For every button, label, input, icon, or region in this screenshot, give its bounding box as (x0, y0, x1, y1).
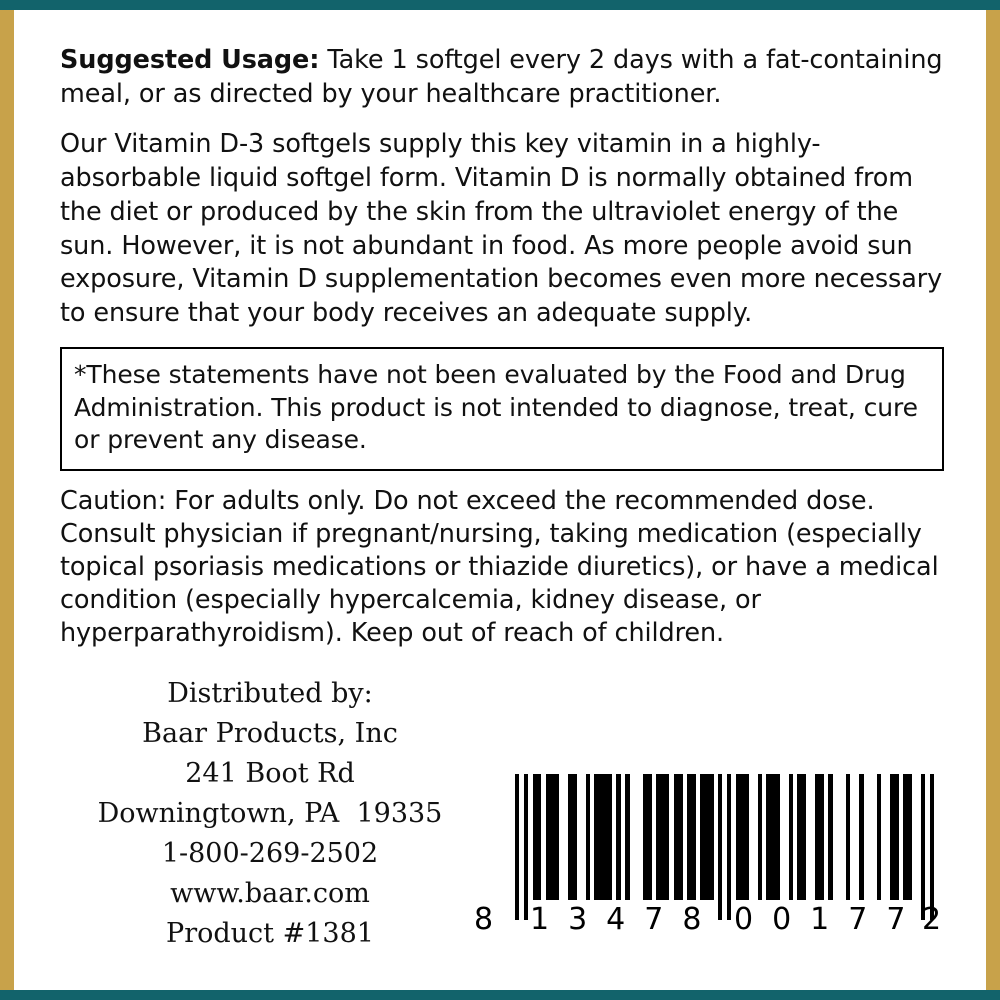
barcode-digits (470, 902, 944, 936)
fda-disclaimer-text: *These statements have not been evaluated by the Food and Drug Administration. This product is not intended to diagnose, treat, cure or prevent any disease. (74, 360, 918, 455)
barcode-bar (568, 774, 577, 900)
distributor-block (60, 674, 480, 954)
distributed-by-label: Distributed by: (167, 678, 373, 709)
teal-bottom-border (0, 990, 1000, 1000)
city-state-zip: Downingtown, PA 19335 (97, 797, 443, 829)
barcode-bar (815, 774, 824, 900)
barcode-bar (643, 774, 652, 900)
barcode-bar (594, 774, 612, 900)
barcode-bars (515, 774, 935, 920)
barcode-bar (546, 774, 559, 900)
barcode-space (850, 774, 859, 920)
barcode-bar (766, 774, 779, 900)
barcode-bar (797, 774, 806, 900)
suggested-usage-heading: Suggested Usage: (60, 45, 320, 75)
fda-disclaimer-box (60, 347, 944, 471)
barcode-space (881, 774, 890, 920)
barcode-bar (890, 774, 899, 900)
barcode-right-group: 00177 (734, 902, 925, 937)
barcode-bar (533, 774, 542, 900)
product-description: Our Vitamin D-3 softgels supply this key vitamin in a highly-absorbable liquid softgel form. Vitamin D is normally obtained from the diet or produced by the skin from the ultraviolet energy of the sun. However, it is not abundant in food. As more people avoid sun exposure, Vitamin D supplementation becomes even more necessary to ensure that your body receives an adequate supply. (60, 128, 943, 329)
street-address: 241 Boot Rd (185, 757, 355, 789)
barcode-space (806, 774, 815, 920)
suggested-usage-paragraph (60, 44, 944, 112)
barcode-bar (656, 774, 669, 900)
barcode-space (559, 774, 568, 920)
barcode-space (864, 774, 877, 920)
barcode-space (749, 774, 758, 920)
barcode-trail-digit: 2 (922, 902, 942, 937)
barcode-bar (736, 774, 749, 900)
barcode-bar (903, 774, 912, 900)
barcode-space (912, 774, 921, 920)
barcode-bar (930, 774, 934, 920)
barcode-bar (674, 774, 683, 900)
barcode-space (833, 774, 846, 920)
phone-number: 1-800-269-2502 (161, 837, 379, 869)
website-url: www.baar.com (170, 877, 370, 909)
label-footer (60, 674, 944, 949)
suggested-usage-text: Take 1 softgel every 2 days with a fat-containing meal, or as directed by your healthcare practitioner. (60, 45, 943, 109)
barcode-space (780, 774, 789, 920)
barcode-lead-digit: 8 (474, 902, 494, 937)
label-content (60, 44, 944, 949)
barcode-space (577, 774, 586, 920)
barcode-left-group: 13478 (530, 902, 721, 937)
barcode-bar (700, 774, 713, 900)
company-name: Baar Products, Inc (142, 717, 398, 749)
barcode-space (630, 774, 643, 920)
barcode-bar (687, 774, 696, 900)
caution-text: Caution: For adults only. Do not exceed the recommended dose. Consult physician if pregnant/nursing, taking medication (especially topical psoriasis medications or thiazide diuretics), or have a medical condition (especially hypercalcemia, kidney disease, or hyperparathyroidism). Keep out of reach of children. (60, 485, 939, 649)
product-number: Product #1381 (166, 917, 374, 949)
teal-top-border (0, 0, 1000, 10)
upc-barcode (470, 774, 944, 949)
